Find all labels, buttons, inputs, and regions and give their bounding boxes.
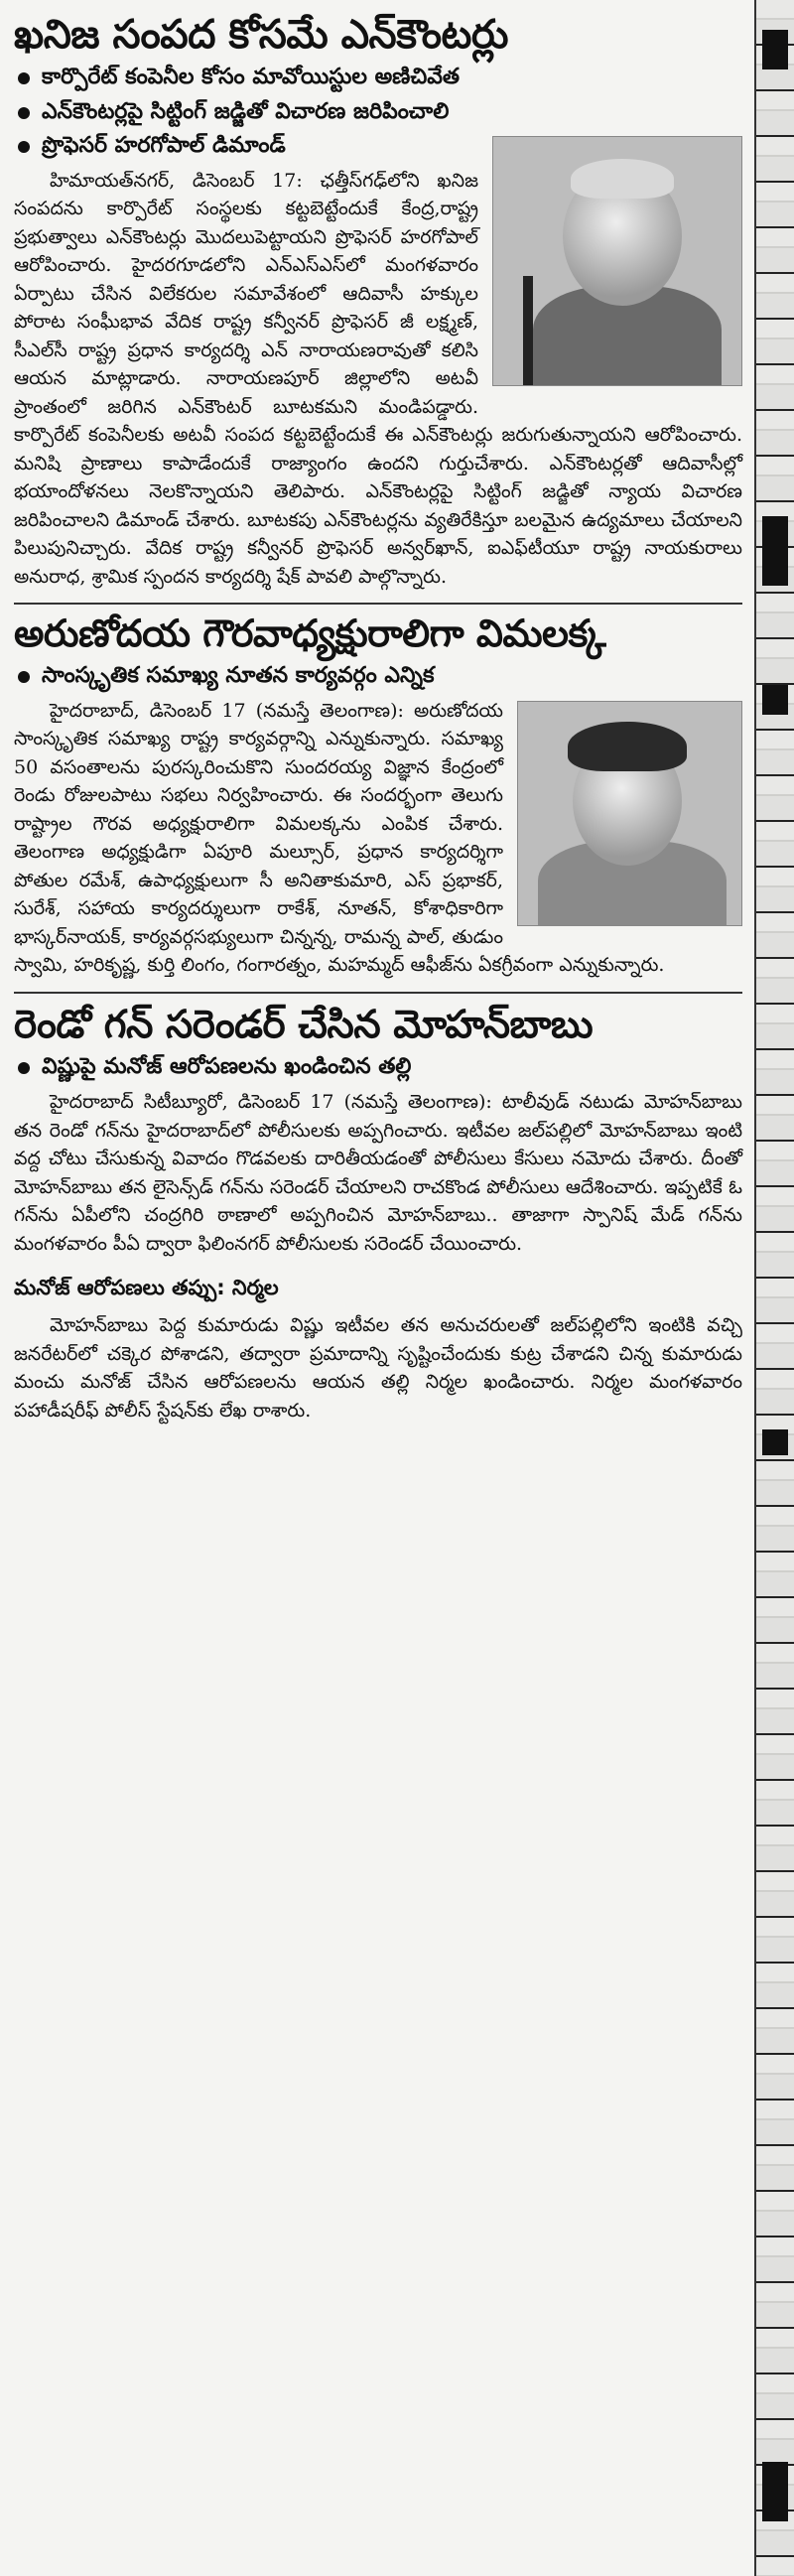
divider	[14, 992, 742, 994]
bullet-icon	[18, 72, 30, 84]
adjacent-page-edge	[754, 0, 794, 2576]
bullet-icon	[18, 141, 30, 153]
story1-subhead-3-text: ప్రొఫెసర్ హరగోపాల్ డిమాండ్	[42, 133, 286, 159]
story1-headline: ఖనిజ సంపద కోసమే ఎన్‌కౌంటర్లు	[14, 12, 508, 58]
bullet-icon	[18, 107, 30, 119]
story1-subhead-3	[14, 132, 478, 161]
story3-section-title: మనోజ్ ఆరోపణలు తప్పు: నిర్మల	[14, 1276, 279, 1299]
story1-subhead-2-text: ఎన్‌కౌంటర్లపై సిట్టింగ్ జడ్జితో విచారణ జరిపించాలి	[42, 98, 450, 124]
story1-subhead-2	[14, 98, 742, 127]
vimalakka-photo	[517, 701, 742, 926]
story2-subhead	[14, 662, 742, 691]
story3-body: హైదరాబాద్ సిటీబ్యూరో, డిసెంబర్ 17 (నమస్తే తెలంగాణ): టాలీవుడ్ నటుడు మోహన్‌బాబు తన రెండో గన్‌ను హైదరాబాద్‌లో పోలీసులకు అప్పగించారు. ఇటీవల జల్‌పల్లిలో మోహన్‌బాబు ఇంటి వద్ద చోటు చేసుకున్న వివాదం గొడవలకు దారితీయడంతో పోలీసులు కేసులు నమోదు చేశారు. దీంతో మోహన్‌బాబు తన లైసెన్స్‌డ్ గన్‌ను సరెండర్ చేయాలని రాచకొండ పోలీసులు ఆదేశించారు. ఇప్పటికే ఓ గన్‌ను ఏపీలోని చంద్రగిరి ఠాణాలో అప్పగించిన మోహన్‌బాబు.. తాజాగా స్పానిష్ మేడ్ గన్‌ను మంగళవారం పీఏ ద్వారా ఫిలింనగర్ పోలీసులకు సరెండర్ చేయించారు.	[14, 1091, 742, 1255]
story3-subhead-text: విష్ణుపై మనోజ్ ఆరోపణలను ఖండించిన తల్లి	[42, 1054, 412, 1080]
bullet-icon	[18, 671, 30, 683]
story3-section-body: మోహన్‌బాబు పెద్ద కుమారుడు విష్ణు ఇటీవల తన అనుచరులతో జల్‌పల్లిలోని ఇంటికి వచ్చి జనరేటర్‌లో చక్కెర పోశాడని, తద్వారా ప్రమాదాన్ని సృష్టించేందుకు కుట్ర చేశాడని చిన్న కుమారుడు మంచు మనోజ్ చేసిన ఆరోపణలను ఆయన తల్లి నిర్మల ఖండించారు. నిర్మల మంగళవారం పహాడీషరీఫ్ పోలీస్ స్టేషన్‌కు లేఖ రాశారు.	[14, 1314, 742, 1422]
story2-headline: అరుణోదయ గౌరవాధ్యక్షురాలిగా విమలక్క	[14, 611, 606, 656]
story2-body: హైదరాబాద్, డిసెంబర్ 17 (నమస్తే తెలంగాణ): అరుణోదయ సాంస్కృతిక సమాఖ్య రాష్ట్ర కార్యవర్గాన్ని ఎన్నుకున్నారు. సమాఖ్య 50 వసంతాలను పురస్కరించుకొని సుందరయ్య విజ్ఞాన కేంద్రంలో రెండు రోజులపాటు సభలు నిర్వహించారు. ఈ సందర్భంగా తెలుగు రాష్ట్రాల గౌరవ అధ్యక్షురాలిగా విమలక్కను ఎంపిక చేశారు. తెలంగాణ అధ్యక్షుడిగా ఏపూరి మల్సూర్, ప్రధాన కార్యదర్శిగా పోతుల రమేశ్, ఉపాధ్యక్షులుగా సీ అనితాకుమారి, ఎస్ ప్రభాకర్, సురేశ్, సహాయ కార్యదర్శులుగా రాకేశ్, నూతన్, కోశాధికారిగా భాస్కర్‌నాయక్, కార్యవర్గసభ్యులుగా చిన్నన్న, రామన్న పాల్, తుడుం స్వామి, హరికృష్ణ, కుర్తి లింగం, గంగారత్నం, మహమ్మద్ ఆఫీజ్‌ను ఏకగ్రీవంగా ఎన్నుకున్నారు.	[14, 699, 665, 977]
story1-body: హిమాయత్‌నగర్, డిసెంబర్ 17: ఛత్తీస్‌గఢ్‌లోని ఖనిజ సంపదను కార్పొరేట్ సంస్థలకు కట్టబెట్టేందుకే కేంద్ర,రాష్ట్ర ప్రభుత్వాలు ఎన్‌కౌంటర్లు మొదలుపెట్టాయని ప్రొఫెసర్ హరగోపాల్ ఆరోపించారు. హైదరగూడలోని ఎన్ఎస్ఎస్‌లో మంగళవారం ఏర్పాటు చేసిన విలేకరుల సమావేశంలో ఆదివాసీ హక్కుల పోరాట సంఘీభావ వేదిక రాష్ట్ర కన్వీనర్ ప్రొఫెసర్ జీ లక్ష్మణ్, సీఎల్‌సీ రాష్ట్ర ప్రధాన కార్యదర్శి ఎన్ నారాయణరావుతో కలిసి ఆయన మాట్లాడారు. నారాయణపూర్ జిల్లాలోని అటవీ ప్రాంతంలో జరిగిన ఎన్‌కౌంటర్ బూటకమని మండిపడ్డారు. కార్పొరేట్ కంపెనీలకు అటవీ సంపద కట్టబెట్టేందుకే ఈ ఎన్‌కౌంటర్లు జరుగుతున్నాయని ఆరోపించారు. మనిషి ప్రాణాలు కాపాడేందుకే రాజ్యాంగం ఉందని గుర్తుచేశారు. ఎన్‌కౌంటర్లతో ఆదివాసీల్లో భయాందోళనలు నెలకొన్నాయని తెలిపారు. ఎన్‌కౌంటర్లపై సిట్టింగ్ జడ్జితో న్యాయ విచారణ జరిపించాలని డిమాండ్ చేశారు. బూటకపు ఎన్‌కౌంటర్లను వ్యతిరేకిస్తూ బలమైన ఉద్యమాలు చేయాలని పిలుపునిచ్చారు. వేదిక రాష్ట్ర కన్వీనర్ ప్రొఫెసర్ అన్వర్‌ఖాన్, ఐఎఫ్‌టీయూ రాష్ట్ర నాయకురాలు అనురాధ, శ్రామిక స్పందన కార్యదర్శి షేక్ పావలి పాల్గొన్నారు.	[14, 169, 742, 588]
story2-subhead-text: సాంస్కృతిక సమాఖ్య నూతన కార్యవర్గం ఎన్నిక	[42, 662, 435, 688]
divider	[14, 603, 742, 605]
story3-subhead	[14, 1053, 742, 1082]
bullet-icon	[18, 1062, 30, 1074]
story1-subhead-1	[14, 64, 742, 92]
story1-subhead-1-text: కార్పొరేట్ కంపెనీల కోసం మావోయిస్టుల అణిచివేత	[42, 65, 460, 89]
story3-headline: రెండో గన్ సరెండర్ చేసిన మోహన్‌బాబు	[14, 1002, 594, 1047]
haragopal-photo	[492, 136, 742, 386]
